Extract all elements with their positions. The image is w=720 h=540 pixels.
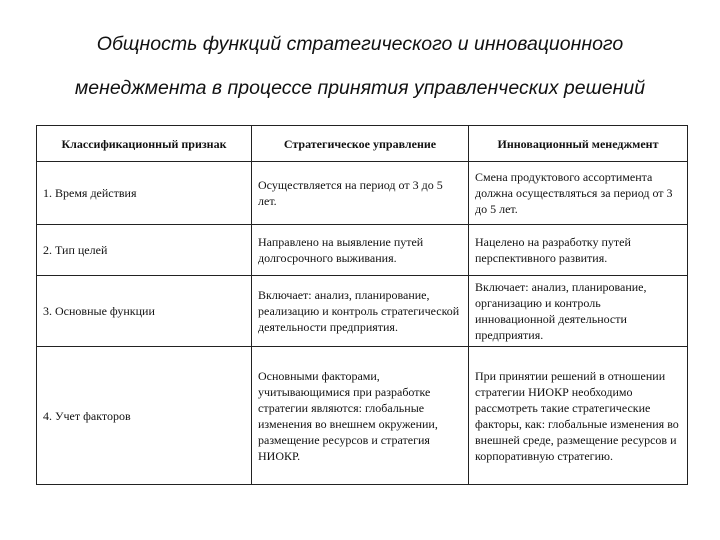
row-strategic: Осуществляется на период от 3 до 5 лет. bbox=[252, 162, 469, 225]
row-strategic: Направлено на выявление путей долгосрочного выживания. bbox=[252, 225, 469, 276]
table-row bbox=[37, 347, 688, 485]
header-feature: Классификационный признак bbox=[37, 126, 252, 162]
row-strategic: Основными факторами, учитывающимися при разработке стратегии являются: глобальные изменения во внешнем окружении, размещение ресурсов и стратегия НИОКР. bbox=[252, 347, 469, 485]
title-line-2: менеджмента в процессе принятия управленческих решений bbox=[74, 77, 646, 99]
row-feature: 1. Время действия bbox=[37, 162, 252, 225]
table-row bbox=[37, 225, 688, 276]
row-innovation: Смена продуктового ассортимента должна осуществляться за период от 3 до 5 лет. bbox=[469, 162, 688, 225]
row-innovation: Нацелено на разработку путей перспективного развития. bbox=[469, 225, 688, 276]
row-innovation: Включает: анализ, планирование, организацию и контроль инновационной деятельности предприятия. bbox=[469, 276, 688, 347]
header-innovation: Инновационный менеджмент bbox=[469, 126, 688, 162]
table-row bbox=[37, 162, 688, 225]
header-strategic: Стратегическое управление bbox=[252, 126, 469, 162]
row-strategic: Включает: анализ, планирование, реализацию и контроль стратегической деятельности предприятия. bbox=[252, 276, 469, 347]
row-feature: 3. Основные функции bbox=[37, 276, 252, 347]
title-line-1: Общность функций стратегического и инновационного bbox=[96, 33, 624, 55]
row-feature: 2. Тип целей bbox=[37, 225, 252, 276]
table-row bbox=[37, 276, 688, 347]
table-header-row bbox=[37, 126, 688, 162]
row-feature: 4. Учет факторов bbox=[37, 347, 252, 485]
row-innovation: При принятии решений в отношении стратегии НИОКР необходимо рассмотреть такие стратегические факторы, как: глобальные изменения во внешней среде, размещение ресурсов и корпоративную стратегию. bbox=[469, 347, 688, 485]
comparison-table bbox=[36, 125, 688, 485]
